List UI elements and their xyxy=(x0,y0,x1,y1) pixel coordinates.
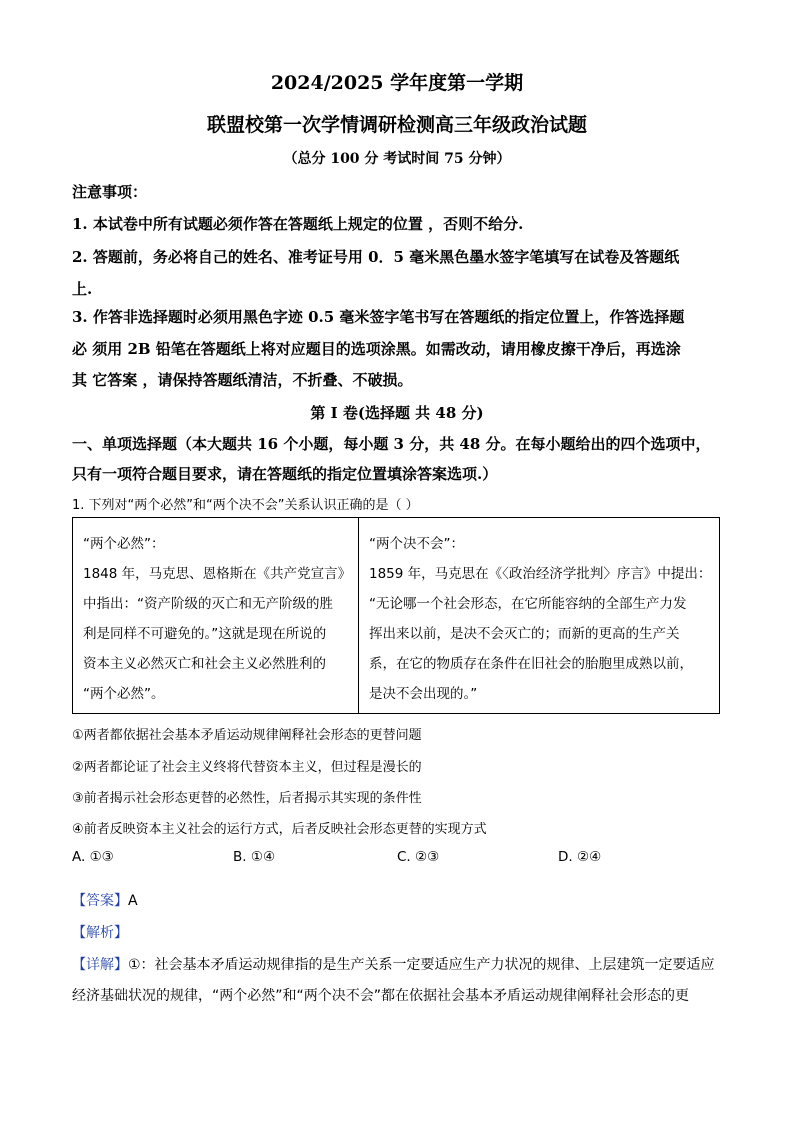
option-b: B. ①④ xyxy=(233,849,276,865)
answer-tag: 【答案】 xyxy=(72,893,128,909)
section-title: 第 I 卷(选择题 共 48 分) xyxy=(310,404,484,422)
analysis-tag: 【解析】 xyxy=(72,925,128,941)
notes-heading: 注意事项： xyxy=(72,183,148,201)
table-right-line-3: “无论哪一个社会形态，在它所能容纳的全部生产力发 xyxy=(369,596,687,612)
table-right-line-6: 是决不会出现的。” xyxy=(369,686,478,702)
option-a: A. ①③ xyxy=(72,849,114,865)
answer-line xyxy=(72,890,138,910)
notes-item-2-line-2: 上. xyxy=(72,280,93,298)
table-left-line-1: “两个必然”： xyxy=(83,536,165,552)
section-instructions-line-1: 一、单项选择题（本大题共 16 个小题，每小题 3 分，共 48 分。在每小题给出的四个选项中， xyxy=(72,435,711,453)
notes-item-3-line-3: 其 它答案 ，请保持答题纸清洁，不折叠、不破损。 xyxy=(72,371,413,389)
table-left-line-2: 1848 年，马克思、恩格斯在《共产党宣言》 xyxy=(83,566,352,582)
notes-item-2-line-1: 2. 答题前，务必将自己的姓名、准考证号用 0．5 毫米黑色墨水签字笔填写在试卷及答题纸 xyxy=(72,248,680,266)
exam-subtitle: （总分 100 分 考试时间 75 分钟） xyxy=(283,151,511,167)
table-right-line-5: 系，在它的物质存在条件在旧社会的胎胞里成熟以前， xyxy=(369,656,693,672)
statement-1: ①两者都依据社会基本矛盾运动规律阐释社会形态的更替问题 xyxy=(72,728,422,743)
notes-item-3-line-2: 必 须用 2B 铅笔在答题纸上将对应题目的选项涂黑。如需改动，请用橡皮擦干净后，再选涂 xyxy=(72,340,681,358)
table-divider xyxy=(358,518,359,713)
answer-value: A xyxy=(128,893,138,909)
detail-tag: 【详解】 xyxy=(72,957,128,973)
table-right-line-1: “两个决不会”： xyxy=(369,536,464,552)
detail-line-1 xyxy=(72,954,715,974)
notes-item-3-line-1: 3. 作答非选择题时必须用黑色字迹 0.5 毫米签字笔书写在答题纸的指定位置上，作答选择题 xyxy=(72,308,685,326)
table-left-line-6: “两个必然”。 xyxy=(83,686,165,702)
option-d: D. ②④ xyxy=(558,849,602,865)
title-line-2: 联盟校第一次学情调研检测高三年级政治试题 xyxy=(206,114,587,136)
statement-2: ②两者都论证了社会主义终将代替资本主义，但过程是漫长的 xyxy=(72,760,422,775)
statement-3: ③前者揭示社会形态更替的必然性，后者揭示其实现的条件性 xyxy=(72,791,422,806)
section-instructions-line-2: 只有一项符合题目要求，请在答题纸的指定位置填涂答案选项.） xyxy=(72,465,498,483)
detail-line-2: 经济基础状况的规律，“两个必然”和“两个决不会”都在依据社会基本矛盾运动规律阐释社会形态的更 xyxy=(72,988,690,1004)
table-left-line-4: 利是同样不可避免的。”这就是现在所说的 xyxy=(83,626,327,642)
table-right-line-4: 挥出来以前，是决不会灭亡的；而新的更高的生产关 xyxy=(369,626,680,642)
detail-text-1: ①：社会基本矛盾运动规律指的是生产关系一定要适应生产力状况的规律、上层建筑一定要适应 xyxy=(128,957,715,973)
table-left-line-5: 资本主义必然灭亡和社会主义必然胜利的 xyxy=(83,656,326,672)
statement-4: ④前者反映资本主义社会的运行方式，后者反映社会形态更替的实现方式 xyxy=(72,822,487,837)
table-right-line-2: 1859 年，马克思在《〈政治经济学批判〉序言》中提出： xyxy=(369,566,712,582)
table-left-line-3: 中指出：“资产阶级的灭亡和无产阶级的胜 xyxy=(83,596,333,612)
notes-item-1: 1. 本试卷中所有试题必须作答在答题纸上规定的位置 ，否则不给分. xyxy=(72,215,524,233)
title-line-1: 2024/2025 学年度第一学期 xyxy=(270,72,524,94)
comparison-table xyxy=(72,517,720,714)
question-1-stem: 1. 下列对“两个必然”和“两个决不会”关系认识正确的是（ ） xyxy=(72,498,419,513)
option-c: C. ②③ xyxy=(397,849,440,865)
